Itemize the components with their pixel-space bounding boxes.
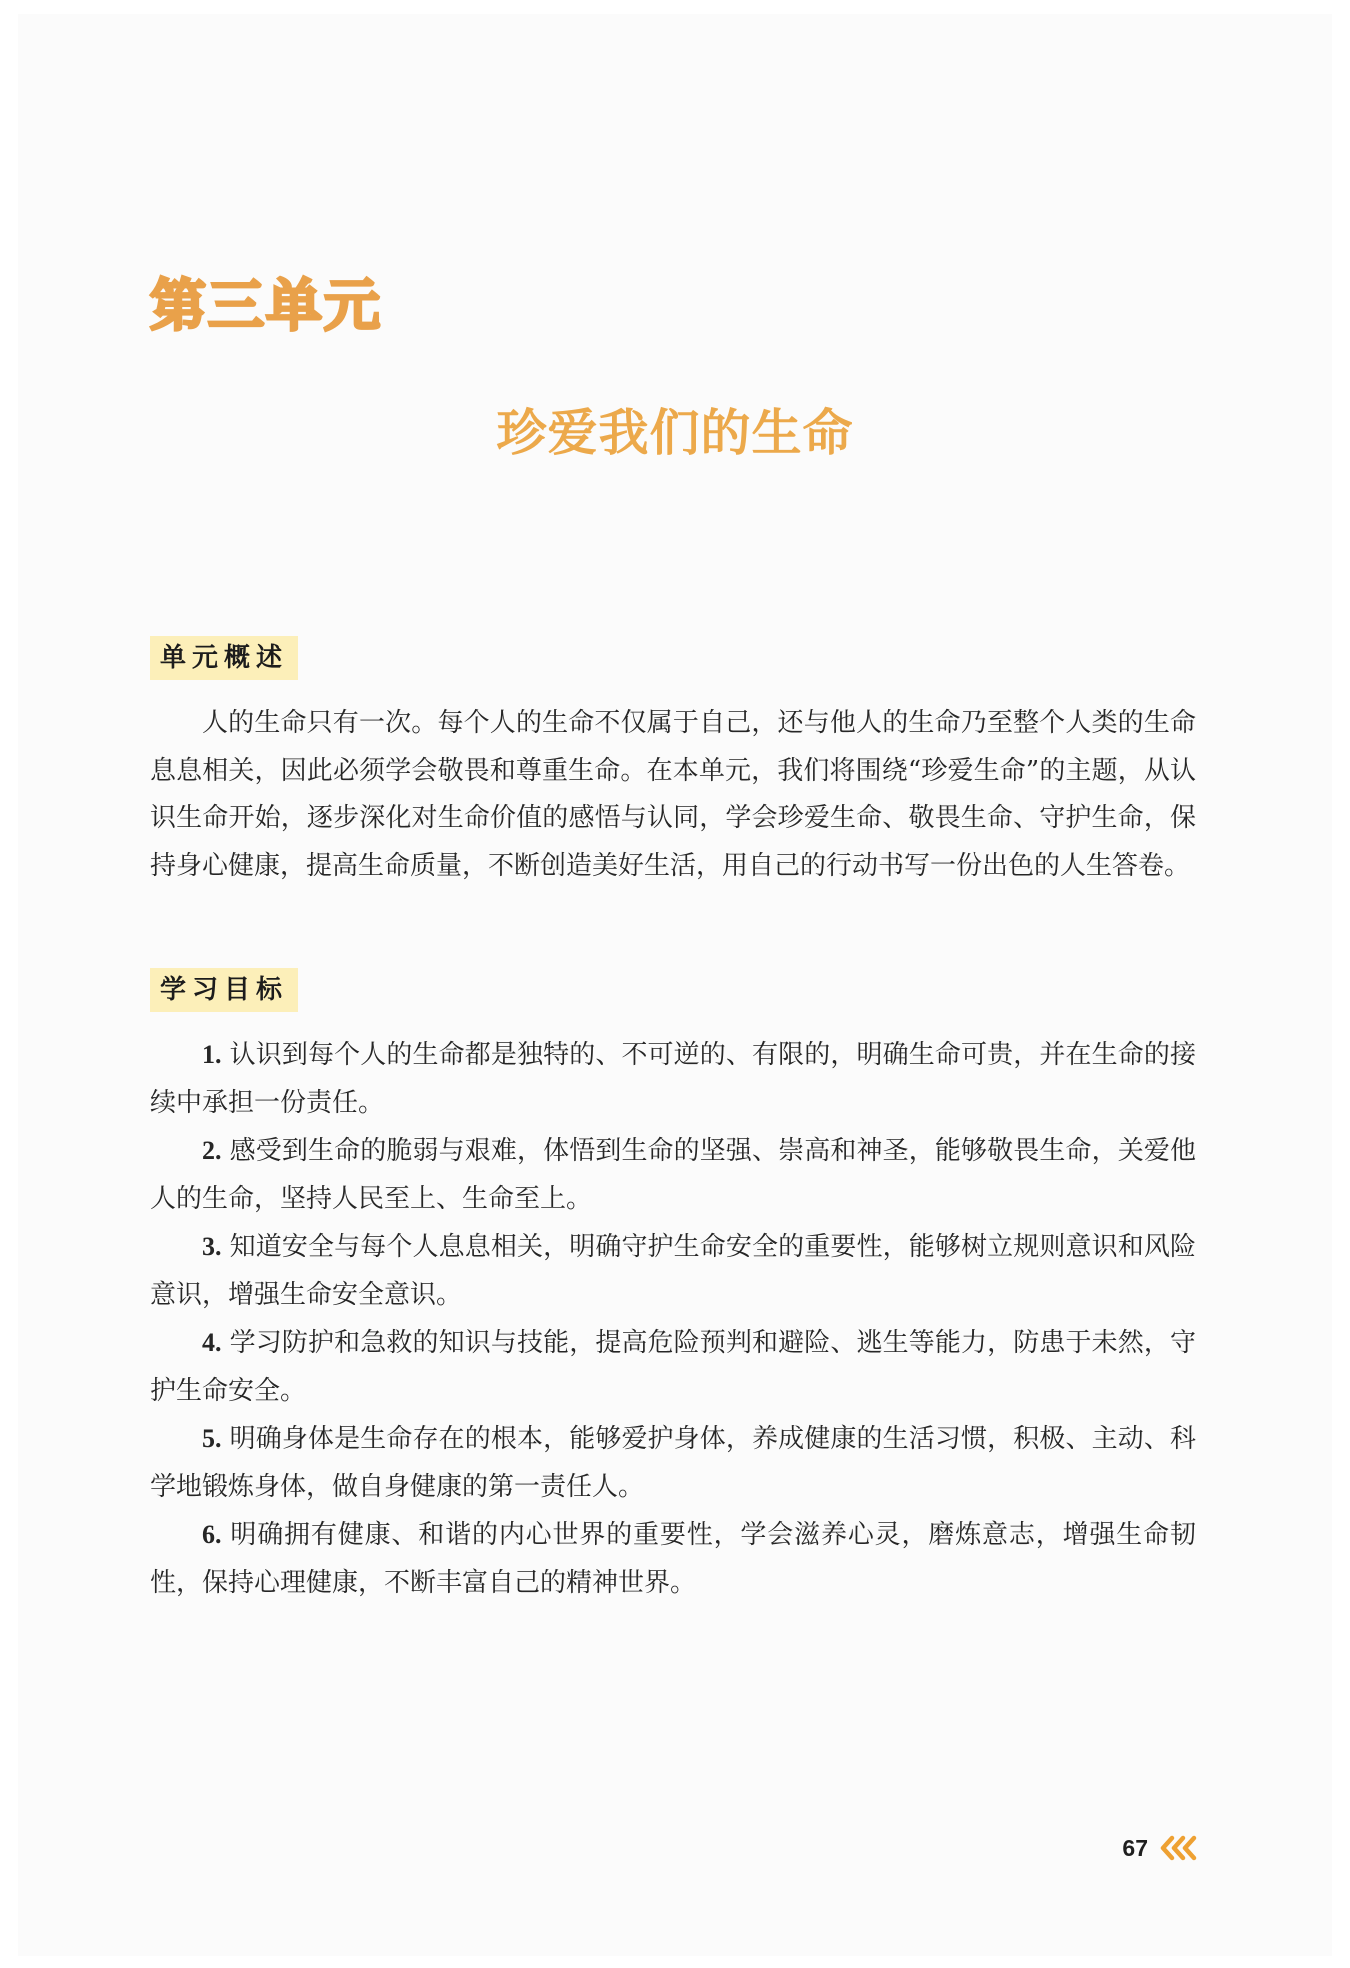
unit-title: 珍爱我们的生命 [496,403,854,462]
goal-text: 知道安全与每个人息息相关，明确守护生命安全的重要性，能够树立规则意识和风险意识，增强生命安全意识。 [150,1232,1196,1310]
goal-number: 6. [202,1520,222,1549]
goal-number: 5. [202,1424,222,1453]
goal-text: 明确身体是生命存在的根本，能够爱护身体，养成健康的生活习惯，积极、主动、科学地锻炼身体，做自身健康的第一责任人。 [150,1424,1196,1502]
goals-list [150,1031,1196,1607]
goal-number: 1. [202,1040,222,1069]
goal-item [150,1031,1196,1127]
overview-paragraph: 人的生命只有一次。每个人的生命不仅属于自己，还与他人的生命乃至整个人类的生命息息相关，因此必须学会敬畏和尊重生命。在本单元，我们将围绕“珍爱生命”的主题，从认识生命开始，逐步深化对生命价值的感悟与认同，学会珍爱生命、敬畏生命、守护生命，保持身心健康，提高生命质量，不断创造美好生活，用自己的行动书写一份出色的人生答卷。 [150,708,1196,881]
chevron-strokes [1163,1838,1194,1858]
goal-text: 学习防护和急救的知识与技能，提高危险预判和避险、逃生等能力，防患于未然，守护生命安全。 [150,1328,1196,1406]
goal-text: 明确拥有健康、和谐的内心世界的重要性，学会滋养心灵，磨炼意志，增强生命韧性，保持心理健康，不断丰富自己的精神世界。 [150,1520,1196,1598]
overview-heading: 单元概述 [150,636,298,680]
goal-item [150,1319,1196,1415]
goal-number: 4. [202,1328,222,1357]
goal-number: 3. [202,1232,222,1261]
goal-item [150,1127,1196,1223]
page-footer [1122,1831,1198,1865]
goal-item [150,1415,1196,1511]
unit-label: 第三单元 [150,274,382,339]
goals-heading: 学习目标 [150,968,298,1012]
goal-item [150,1511,1196,1607]
triple-chevron-left-icon [1160,1835,1198,1861]
page-number: 67 [1122,1834,1148,1861]
goal-item [150,1223,1196,1319]
goal-text: 感受到生命的脆弱与艰难，体悟到生命的坚强、崇高和神圣，能够敬畏生命，关爱他人的生命，坚持人民至上、生命至上。 [150,1136,1196,1214]
goal-number: 2. [202,1136,222,1165]
goal-text: 认识到每个人的生命都是独特的、不可逆的、有限的，明确生命可贵，并在生命的接续中承担一份责任。 [150,1040,1196,1118]
